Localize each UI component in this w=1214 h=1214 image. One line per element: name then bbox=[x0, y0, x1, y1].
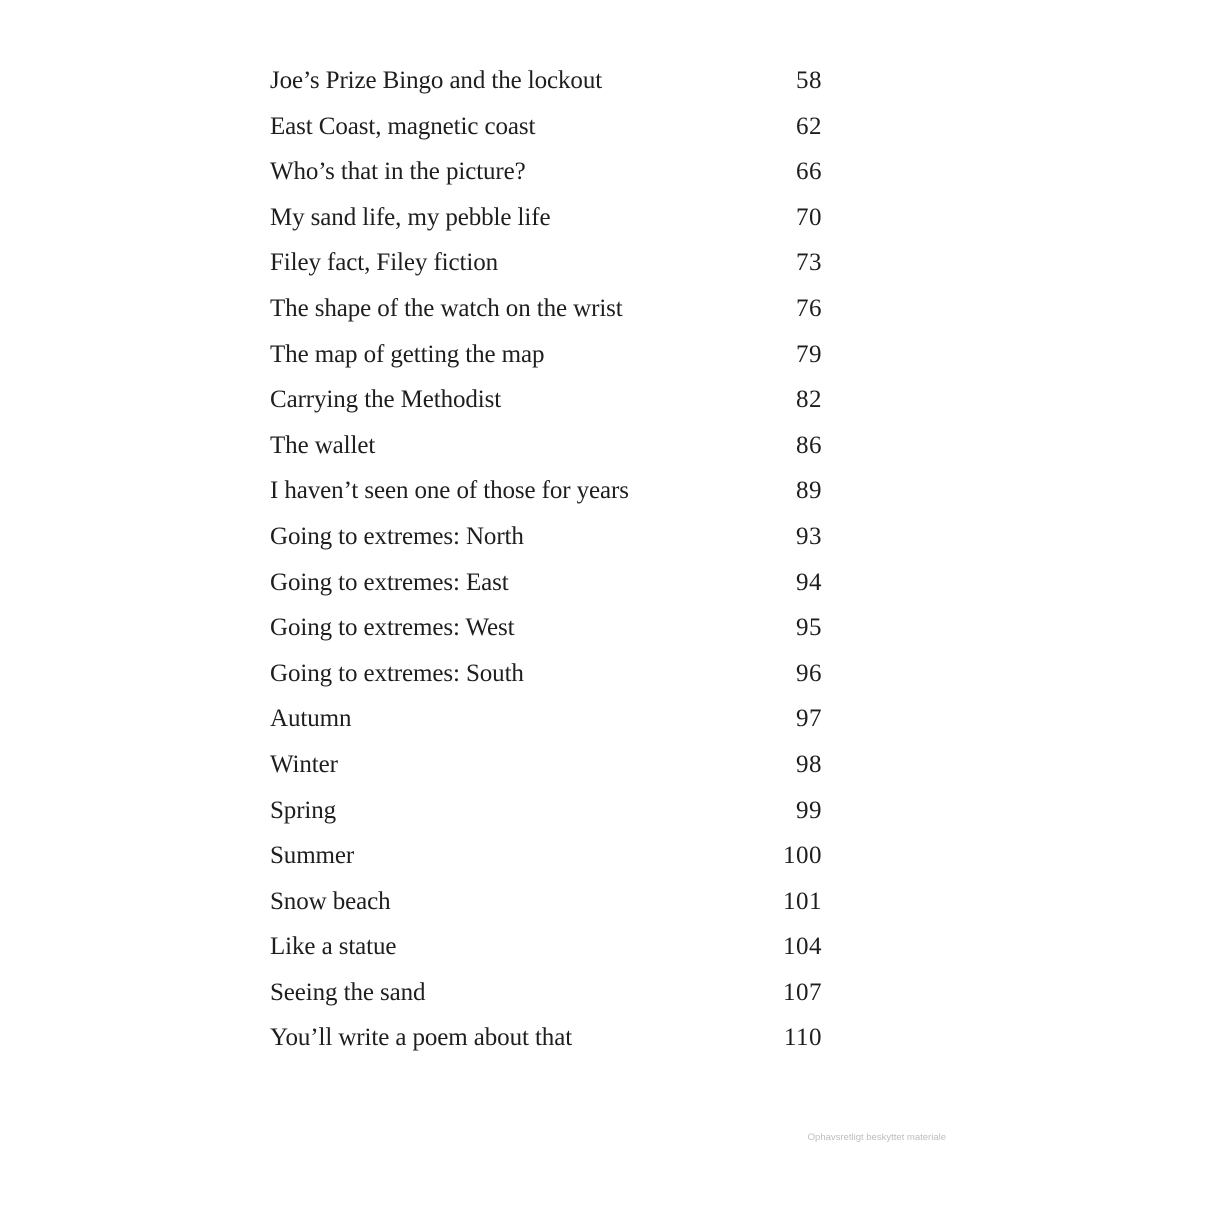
toc-entry bbox=[270, 199, 822, 245]
toc-entry-title: Like a statue bbox=[270, 933, 397, 961]
copyright-watermark: Ophavsretligt beskyttet materiale bbox=[807, 1132, 946, 1143]
toc-entry-page: 58 bbox=[796, 67, 822, 94]
toc-entry-page: 79 bbox=[796, 340, 822, 368]
toc-entry bbox=[270, 564, 822, 610]
toc-entry-title: Going to extremes: West bbox=[270, 614, 515, 642]
toc-entry bbox=[270, 655, 822, 701]
toc-entry bbox=[270, 472, 822, 518]
toc-entry-title: East Coast, magnetic coast bbox=[270, 112, 536, 140]
toc-entry-page: 98 bbox=[796, 750, 822, 778]
toc-entry-page: 96 bbox=[796, 659, 822, 687]
toc-entry bbox=[270, 883, 822, 929]
toc-entry bbox=[270, 609, 822, 655]
toc-entry-title: The map of getting the map bbox=[270, 340, 545, 368]
toc-entry bbox=[270, 700, 822, 746]
toc-entry bbox=[270, 336, 822, 382]
toc-entry bbox=[270, 108, 822, 154]
toc-entry-title: The wallet bbox=[270, 431, 376, 459]
toc-entry-page: 70 bbox=[796, 203, 822, 231]
toc-entry-title: Joe’s Prize Bingo and the lockout bbox=[270, 67, 603, 94]
toc-entry bbox=[270, 837, 822, 883]
toc-entry bbox=[270, 62, 822, 108]
toc-entry-title: I haven’t seen one of those for years bbox=[270, 477, 629, 505]
toc-entry-page: 110 bbox=[783, 1024, 822, 1052]
toc-entry-page: 95 bbox=[796, 614, 822, 642]
toc-entry-page: 100 bbox=[783, 842, 822, 870]
toc-entry-title: Autumn bbox=[270, 705, 352, 733]
toc-entry-title: Summer bbox=[270, 842, 355, 870]
toc-entry bbox=[270, 244, 822, 290]
toc-entry bbox=[270, 746, 822, 792]
toc-entry-title: You’ll write a poem about that bbox=[270, 1024, 573, 1052]
toc-entry-page: 93 bbox=[796, 522, 822, 550]
toc-entry-title: Winter bbox=[270, 750, 338, 778]
toc-entry-title: Seeing the sand bbox=[270, 978, 426, 1006]
toc-entry bbox=[270, 427, 822, 473]
toc-entry bbox=[270, 381, 822, 427]
toc-entry bbox=[270, 928, 822, 974]
toc-entry-page: 76 bbox=[796, 294, 822, 322]
toc-entry bbox=[270, 974, 822, 1020]
toc-entry-title: Going to extremes: North bbox=[270, 522, 524, 550]
toc-entry-page: 94 bbox=[796, 568, 822, 596]
toc-entry-page: 107 bbox=[783, 978, 822, 1006]
toc-entry-title: Who’s that in the picture? bbox=[270, 158, 526, 186]
toc-entry-title: Filey fact, Filey fiction bbox=[270, 249, 499, 277]
toc-entry bbox=[270, 1019, 822, 1065]
toc-entry-title: Snow beach bbox=[270, 887, 391, 915]
toc-entry-title: The shape of the watch on the wrist bbox=[270, 294, 623, 322]
toc-entry bbox=[270, 153, 822, 199]
toc-entry bbox=[270, 518, 822, 564]
toc-entry-title: Carrying the Methodist bbox=[270, 386, 502, 414]
toc-entry-title: Going to extremes: South bbox=[270, 659, 524, 687]
toc-entry-page: 82 bbox=[796, 386, 822, 414]
toc-entry-page: 66 bbox=[796, 158, 822, 186]
toc-entry bbox=[270, 792, 822, 838]
toc-entry bbox=[270, 290, 822, 336]
toc-entry-page: 101 bbox=[783, 887, 822, 915]
toc-entry-title: Going to extremes: East bbox=[270, 568, 509, 596]
toc-entry-page: 73 bbox=[796, 249, 822, 277]
toc-entry-page: 99 bbox=[796, 796, 822, 824]
toc-entry-title: Spring bbox=[270, 796, 337, 824]
table-of-contents bbox=[270, 62, 822, 1065]
toc-entry-page: 62 bbox=[796, 112, 822, 140]
toc-entry-page: 97 bbox=[796, 705, 822, 733]
toc-entry-page: 86 bbox=[796, 431, 822, 459]
toc-entry-title: My sand life, my pebble life bbox=[270, 203, 551, 231]
toc-entry-page: 89 bbox=[796, 477, 822, 505]
toc-entry-page: 104 bbox=[783, 933, 822, 961]
